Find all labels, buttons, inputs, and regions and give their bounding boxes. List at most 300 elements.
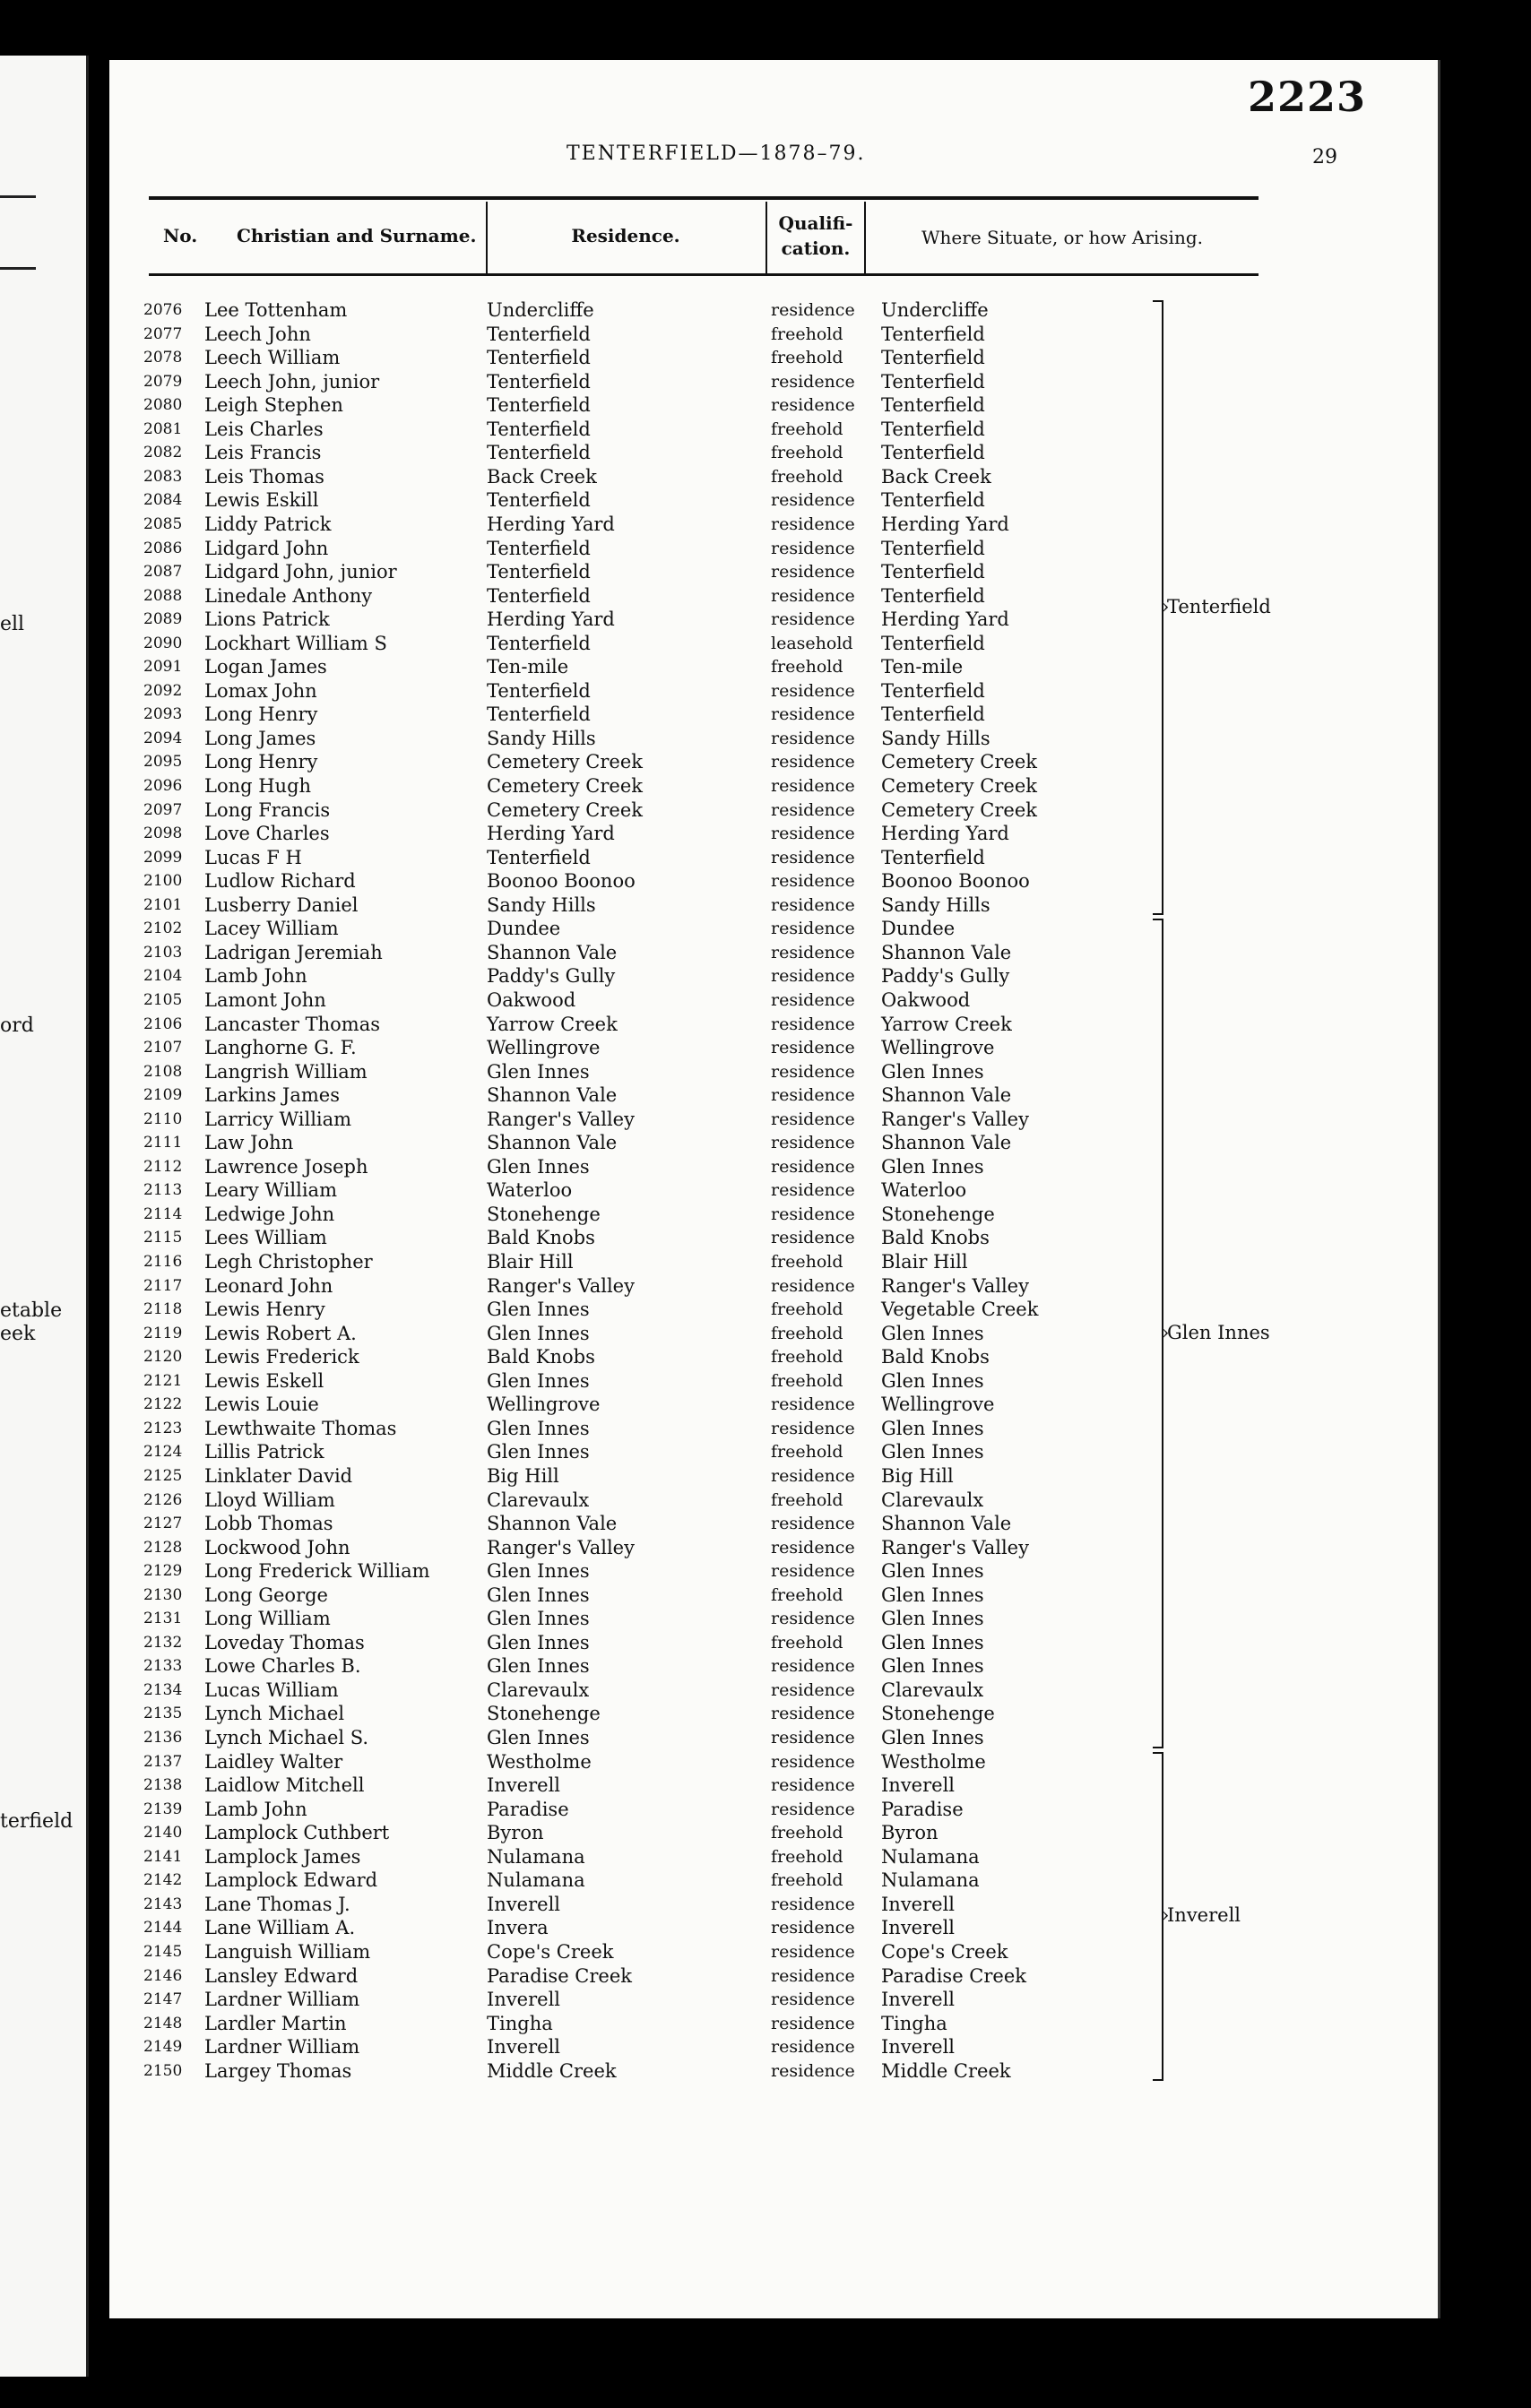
table-row bbox=[109, 655, 1438, 679]
cell-where-situate: Blair Hill bbox=[881, 1251, 968, 1273]
cell-number: 2150 bbox=[143, 2061, 183, 2080]
column-header-qualification bbox=[767, 211, 864, 261]
cell-qualification: residence bbox=[771, 989, 855, 1010]
cell-qualification: residence bbox=[771, 919, 855, 939]
cell-where-situate: Cemetery Creek bbox=[881, 751, 1037, 773]
cell-name: Lawrence Joseph bbox=[204, 1155, 368, 1178]
cell-name: Lamont John bbox=[204, 988, 326, 1011]
cell-residence: Tenterfield bbox=[487, 394, 591, 417]
cell-number: 2099 bbox=[143, 848, 183, 867]
cell-number: 2130 bbox=[143, 1585, 183, 1604]
cell-where-situate: Glen Innes bbox=[881, 1655, 984, 1678]
cell-residence: Nulamana bbox=[487, 1845, 585, 1868]
cell-residence: Glen Innes bbox=[487, 1655, 590, 1678]
cell-name: Lobb Thomas bbox=[204, 1513, 333, 1535]
cell-where-situate: Tingha bbox=[881, 2012, 947, 2034]
table-row bbox=[109, 750, 1438, 774]
brace-bottom-hook bbox=[1153, 2079, 1163, 2081]
cell-where-situate: Glen Innes bbox=[881, 1417, 984, 1439]
cell-number: 2134 bbox=[143, 1680, 183, 1699]
table-row bbox=[109, 1369, 1438, 1394]
cell-where-situate: Glen Innes bbox=[881, 1608, 984, 1630]
cell-name: Lancaster Thomas bbox=[204, 1013, 381, 1035]
cell-number: 2138 bbox=[143, 1776, 183, 1795]
cell-where-situate: Tenterfield bbox=[881, 418, 985, 440]
cell-where-situate: Inverell bbox=[881, 1917, 956, 1939]
table-row bbox=[109, 513, 1438, 537]
cell-qualification: residence bbox=[771, 1514, 855, 1534]
cell-name: Leis Francis bbox=[204, 442, 322, 464]
cell-qualification: freehold bbox=[771, 1347, 843, 1368]
cell-number: 2117 bbox=[143, 1276, 183, 1295]
table-row bbox=[109, 774, 1438, 798]
cell-residence: Tenterfield bbox=[487, 584, 591, 607]
cell-name: Lane William A. bbox=[204, 1917, 356, 1939]
cell-number: 2097 bbox=[143, 800, 183, 819]
cell-number: 2108 bbox=[143, 1062, 183, 1081]
table-row bbox=[109, 1155, 1438, 1179]
cell-name: Lockwood John bbox=[204, 1536, 350, 1558]
cell-where-situate: Wellingrove bbox=[881, 1394, 995, 1416]
table-row bbox=[109, 941, 1438, 965]
cell-where-situate: Boonoo Boonoo bbox=[881, 870, 1030, 893]
cell-residence: Glen Innes bbox=[487, 1155, 590, 1178]
cell-where-situate: Tenterfield bbox=[881, 584, 985, 607]
table-row bbox=[109, 1559, 1438, 1584]
group-label: Inverell bbox=[1167, 1904, 1241, 1927]
cell-residence: Tenterfield bbox=[487, 537, 591, 559]
cell-name: Lidgard John, junior bbox=[204, 561, 397, 583]
table-row bbox=[109, 1345, 1438, 1369]
table-row bbox=[109, 2035, 1438, 2059]
cell-residence: Clarevaulx bbox=[487, 1679, 590, 1701]
table-row bbox=[109, 2012, 1438, 2036]
table-row bbox=[109, 679, 1438, 703]
cell-qualification: residence bbox=[771, 1704, 855, 1724]
cell-residence: Glen Innes bbox=[487, 1584, 590, 1606]
cell-name: Ladrigan Jeremiah bbox=[204, 941, 383, 963]
table-row bbox=[109, 298, 1438, 323]
cell-where-situate: Ranger's Valley bbox=[881, 1536, 1029, 1558]
cell-residence: Back Creek bbox=[487, 465, 597, 488]
cell-qualification: residence bbox=[771, 1085, 855, 1106]
cell-where-situate: Nulamana bbox=[881, 1869, 980, 1892]
cell-name: Lynch Michael bbox=[204, 1703, 345, 1725]
cell-where-situate: Tenterfield bbox=[881, 347, 985, 369]
cell-name: Leonard John bbox=[204, 1274, 333, 1297]
group-label: Glen Innes bbox=[1167, 1321, 1270, 1343]
cell-qualification: residence bbox=[771, 894, 855, 915]
cell-where-situate: Glen Innes bbox=[881, 1560, 984, 1583]
cell-name: Lacey William bbox=[204, 918, 339, 940]
cell-number: 2124 bbox=[143, 1443, 183, 1462]
cell-name: Long George bbox=[204, 1584, 328, 1606]
facing-page-fragment: etable bbox=[0, 1299, 63, 1322]
cell-residence: Cope's Creek bbox=[487, 1940, 614, 1963]
facing-page-fragment: eek bbox=[0, 1323, 36, 1345]
header-top-rule bbox=[149, 196, 1259, 200]
cell-qualification: residence bbox=[771, 1894, 855, 1914]
table-row bbox=[109, 537, 1438, 561]
table-row bbox=[109, 370, 1438, 394]
cell-residence: Yarrow Creek bbox=[487, 1013, 618, 1035]
cell-qualification: residence bbox=[771, 562, 855, 583]
table-row bbox=[109, 1512, 1438, 1536]
cell-number: 2116 bbox=[143, 1253, 183, 1271]
cell-qualification: residence bbox=[771, 1014, 855, 1034]
cell-qualification: freehold bbox=[771, 1370, 843, 1391]
cell-name: Lane Thomas J. bbox=[204, 1893, 350, 1915]
cell-qualification: residence bbox=[771, 1061, 855, 1082]
cell-qualification: freehold bbox=[771, 1252, 843, 1272]
cell-residence: Glen Innes bbox=[487, 1631, 590, 1653]
cell-number: 2148 bbox=[143, 2014, 183, 2033]
cell-qualification: residence bbox=[771, 514, 855, 534]
cell-residence: Glen Innes bbox=[487, 1417, 590, 1439]
cell-qualification: residence bbox=[771, 2013, 855, 2033]
cell-number: 2094 bbox=[143, 729, 183, 747]
cell-qualification: residence bbox=[771, 966, 855, 987]
cell-number: 2147 bbox=[143, 1990, 183, 2009]
cell-qualification: residence bbox=[771, 1465, 855, 1486]
table-row bbox=[109, 869, 1438, 893]
table-row bbox=[109, 1274, 1438, 1299]
cell-residence: Tenterfield bbox=[487, 632, 591, 654]
cell-name: Lewis Louie bbox=[204, 1394, 319, 1416]
cell-qualification: residence bbox=[771, 1109, 855, 1129]
cell-qualification: freehold bbox=[771, 443, 843, 463]
cell-where-situate: Tenterfield bbox=[881, 561, 985, 583]
cell-where-situate: Bald Knobs bbox=[881, 1227, 990, 1249]
cell-number: 2100 bbox=[143, 872, 183, 891]
cell-qualification: freehold bbox=[771, 1823, 843, 1843]
cell-name: Larricy William bbox=[204, 1108, 352, 1130]
cell-where-situate: Glen Innes bbox=[881, 1631, 984, 1653]
group-label: Tenterfield bbox=[1167, 596, 1271, 618]
cell-number: 2143 bbox=[143, 1894, 183, 1913]
cell-number: 2112 bbox=[143, 1157, 183, 1176]
table-row bbox=[109, 703, 1438, 727]
cell-qualification: freehold bbox=[771, 466, 843, 487]
cell-residence: Tenterfield bbox=[487, 703, 591, 726]
cell-residence: Byron bbox=[487, 1822, 544, 1844]
cell-where-situate: Stonehenge bbox=[881, 1703, 995, 1725]
cell-residence: Herding Yard bbox=[487, 608, 615, 631]
cell-residence: Tenterfield bbox=[487, 442, 591, 464]
cell-where-situate: Tenterfield bbox=[881, 679, 985, 702]
cell-qualification: leasehold bbox=[771, 633, 853, 653]
cell-residence: Tenterfield bbox=[487, 561, 591, 583]
cell-residence: Boonoo Boonoo bbox=[487, 870, 636, 893]
facing-page-rule bbox=[0, 195, 36, 198]
cell-where-situate: Paradise bbox=[881, 1798, 964, 1820]
cell-name: Lamb John bbox=[204, 965, 307, 988]
cell-where-situate: Shannon Vale bbox=[881, 1513, 1012, 1535]
cell-number: 2098 bbox=[143, 824, 183, 843]
cell-qualification: residence bbox=[771, 1228, 855, 1248]
column-header-where: Where Situate, or how Arising. bbox=[921, 227, 1203, 248]
cell-where-situate: Westholme bbox=[881, 1750, 986, 1773]
cell-qualification: residence bbox=[771, 1204, 855, 1224]
cell-residence: Tenterfield bbox=[487, 679, 591, 702]
cell-name: Long Hugh bbox=[204, 775, 312, 797]
cell-where-situate: Tenterfield bbox=[881, 370, 985, 393]
cell-name: Law John bbox=[204, 1132, 294, 1154]
brace-point-icon: › bbox=[1162, 1321, 1170, 1343]
cell-where-situate: Cemetery Creek bbox=[881, 775, 1037, 797]
cell-where-situate: Glen Innes bbox=[881, 1727, 984, 1748]
cell-where-situate: Glen Innes bbox=[881, 1369, 984, 1392]
table-row bbox=[109, 1726, 1438, 1750]
cell-where-situate: Nulamana bbox=[881, 1845, 980, 1868]
cell-name: Lamb John bbox=[204, 1798, 307, 1820]
cell-number: 2090 bbox=[143, 634, 183, 652]
cell-qualification: residence bbox=[771, 585, 855, 606]
cell-number: 2129 bbox=[143, 1562, 183, 1581]
page-number: 2223 bbox=[1247, 73, 1366, 121]
cell-where-situate: Cemetery Creek bbox=[881, 798, 1037, 821]
cell-residence: Westholme bbox=[487, 1750, 592, 1773]
cell-residence: Glen Innes bbox=[487, 1369, 590, 1392]
cell-residence: Shannon Vale bbox=[487, 1513, 618, 1535]
cell-residence: Invera bbox=[487, 1917, 549, 1939]
table-row bbox=[109, 1940, 1438, 1964]
cell-residence: Tenterfield bbox=[487, 489, 591, 512]
cell-qualification: residence bbox=[771, 1656, 855, 1677]
cell-residence: Shannon Vale bbox=[487, 941, 618, 963]
table-row bbox=[109, 1845, 1438, 1869]
cell-where-situate: Shannon Vale bbox=[881, 1084, 1012, 1107]
cell-residence: Sandy Hills bbox=[487, 727, 596, 749]
cell-name: Leary William bbox=[204, 1179, 337, 1202]
table-row bbox=[109, 1798, 1438, 1822]
cell-qualification: residence bbox=[771, 1799, 855, 1819]
table-row bbox=[109, 1464, 1438, 1489]
cell-name: Lillis Patrick bbox=[204, 1441, 324, 1463]
cell-qualification: residence bbox=[771, 1561, 855, 1582]
folio-number: 29 bbox=[1312, 146, 1337, 168]
cell-number: 2141 bbox=[143, 1847, 183, 1866]
cell-qualification: residence bbox=[771, 2060, 855, 2081]
brace-bottom-hook bbox=[1153, 1747, 1163, 1748]
cell-name: Lardner William bbox=[204, 2036, 360, 2058]
cell-name: Leis Charles bbox=[204, 418, 324, 440]
cell-where-situate: Ranger's Valley bbox=[881, 1108, 1029, 1130]
cell-where-situate: Glen Innes bbox=[881, 1322, 984, 1344]
cell-number: 2120 bbox=[143, 1348, 183, 1367]
cell-qualification: freehold bbox=[771, 1489, 843, 1510]
cell-where-situate: Paddy's Gully bbox=[881, 965, 1010, 988]
cell-number: 2087 bbox=[143, 563, 183, 582]
cell-where-situate: Glen Innes bbox=[881, 1441, 984, 1463]
cell-number: 2123 bbox=[143, 1419, 183, 1437]
cell-name: Lewis Robert A. bbox=[204, 1322, 357, 1344]
cell-name: Lansley Edward bbox=[204, 1964, 359, 1987]
cell-where-situate: Paradise Creek bbox=[881, 1964, 1026, 1987]
cell-qualification: freehold bbox=[771, 1870, 843, 1891]
cell-qualification: residence bbox=[771, 942, 855, 962]
cell-number: 2076 bbox=[143, 301, 183, 319]
cell-qualification: residence bbox=[771, 752, 855, 772]
cell-residence: Glen Innes bbox=[487, 1441, 590, 1463]
cell-qualification: freehold bbox=[771, 1584, 843, 1605]
table-row bbox=[109, 1869, 1438, 1893]
cell-number: 2119 bbox=[143, 1324, 183, 1342]
cell-name: Linklater David bbox=[204, 1464, 353, 1487]
cell-residence: Tenterfield bbox=[487, 418, 591, 440]
cell-where-situate: Shannon Vale bbox=[881, 1132, 1012, 1154]
cell-qualification: residence bbox=[771, 680, 855, 701]
cell-number: 2137 bbox=[143, 1752, 183, 1771]
register-page bbox=[109, 60, 1440, 2318]
cell-qualification: residence bbox=[771, 1418, 855, 1438]
cell-residence: Paradise bbox=[487, 1798, 569, 1820]
cell-name: Leech John, junior bbox=[204, 370, 380, 393]
cell-name: Long Henry bbox=[204, 703, 318, 726]
column-header-name: Christian and Surname. bbox=[237, 225, 477, 246]
cell-residence: Undercliffe bbox=[487, 299, 594, 321]
cell-where-situate: Tenterfield bbox=[881, 489, 985, 512]
table-row bbox=[109, 1964, 1438, 1989]
cell-qualification: residence bbox=[771, 1918, 855, 1938]
cell-residence: Herding Yard bbox=[487, 513, 615, 535]
cell-qualification: residence bbox=[771, 371, 855, 392]
column-header-qualification-line1: Qualifi- bbox=[778, 212, 853, 234]
cell-qualification: residence bbox=[771, 1133, 855, 1153]
cell-residence: Paddy's Gully bbox=[487, 965, 616, 988]
cell-name: Lidgard John bbox=[204, 537, 329, 559]
cell-qualification: freehold bbox=[771, 419, 843, 439]
cell-name: Legh Christopher bbox=[204, 1251, 373, 1273]
table-row bbox=[109, 1536, 1438, 1560]
cell-qualification: freehold bbox=[771, 348, 843, 368]
cell-name: Lockhart William S bbox=[204, 632, 387, 654]
cell-number: 2077 bbox=[143, 324, 183, 343]
cell-number: 2135 bbox=[143, 1705, 183, 1723]
cell-where-situate: Tenterfield bbox=[881, 846, 985, 868]
cell-where-situate: Tenterfield bbox=[881, 323, 985, 345]
cell-where-situate: Tenterfield bbox=[881, 537, 985, 559]
cell-name: Liddy Patrick bbox=[204, 513, 332, 535]
cell-where-situate: Vegetable Creek bbox=[881, 1299, 1039, 1321]
cell-number: 2113 bbox=[143, 1181, 183, 1200]
cell-name: Leech John bbox=[204, 323, 311, 345]
cell-name: Long Frederick William bbox=[204, 1560, 430, 1583]
cell-name: Lowe Charles B. bbox=[204, 1655, 361, 1678]
cell-name: Long William bbox=[204, 1608, 331, 1630]
cell-qualification: residence bbox=[771, 1537, 855, 1558]
table-row bbox=[109, 1226, 1438, 1250]
cell-number: 2109 bbox=[143, 1086, 183, 1105]
cell-residence: Tenterfield bbox=[487, 846, 591, 868]
facing-page-edge bbox=[0, 56, 89, 2377]
cell-where-situate: Sandy Hills bbox=[881, 893, 990, 916]
cell-number: 2110 bbox=[143, 1109, 183, 1128]
cell-where-situate: Herding Yard bbox=[881, 513, 1009, 535]
cell-qualification: freehold bbox=[771, 1442, 843, 1463]
cell-qualification: residence bbox=[771, 609, 855, 630]
cell-number: 2102 bbox=[143, 919, 183, 938]
cell-where-situate: Waterloo bbox=[881, 1179, 967, 1202]
cell-qualification: residence bbox=[771, 300, 855, 320]
cell-name: Loveday Thomas bbox=[204, 1631, 365, 1653]
table-row bbox=[109, 632, 1438, 656]
table-row bbox=[109, 488, 1438, 513]
cell-qualification: residence bbox=[771, 799, 855, 820]
cell-qualification: residence bbox=[771, 1038, 855, 1058]
cell-residence: Blair Hill bbox=[487, 1251, 574, 1273]
cell-name: Laidley Walter bbox=[204, 1750, 343, 1773]
cell-name: Leis Thomas bbox=[204, 465, 324, 488]
facing-page-rule bbox=[0, 267, 36, 270]
table-row bbox=[109, 1750, 1438, 1774]
cell-number: 2093 bbox=[143, 705, 183, 724]
cell-number: 2136 bbox=[143, 1729, 183, 1747]
cell-residence: Cemetery Creek bbox=[487, 751, 643, 773]
cell-residence: Tenterfield bbox=[487, 370, 591, 393]
cell-where-situate: Big Hill bbox=[881, 1464, 954, 1487]
cell-where-situate: Back Creek bbox=[881, 465, 991, 488]
cell-name: Lardler Martin bbox=[204, 2012, 347, 2034]
table-row bbox=[109, 1988, 1438, 2012]
column-header-residence: Residence. bbox=[571, 225, 680, 246]
table-row bbox=[109, 1393, 1438, 1417]
table-row bbox=[109, 1083, 1438, 1108]
cell-residence: Waterloo bbox=[487, 1179, 573, 1202]
table-row bbox=[109, 1013, 1438, 1037]
cell-number: 2140 bbox=[143, 1824, 183, 1843]
column-header-no: No. bbox=[163, 225, 198, 246]
cell-qualification: freehold bbox=[771, 657, 843, 678]
cell-where-situate: Clarevaulx bbox=[881, 1489, 984, 1511]
cell-number: 2101 bbox=[143, 895, 183, 914]
cell-name: Laidlow Mitchell bbox=[204, 1774, 365, 1797]
table-row bbox=[109, 727, 1438, 751]
table-row bbox=[109, 1417, 1438, 1441]
cell-residence: Cemetery Creek bbox=[487, 798, 643, 821]
cell-name: Lucas F H bbox=[204, 846, 302, 868]
table-row bbox=[109, 893, 1438, 918]
cell-residence: Glen Innes bbox=[487, 1322, 590, 1344]
cell-number: 2095 bbox=[143, 753, 183, 772]
cell-residence: Clarevaulx bbox=[487, 1489, 590, 1511]
cell-name: Lewthwaite Thomas bbox=[204, 1417, 397, 1439]
cell-number: 2125 bbox=[143, 1466, 183, 1485]
cell-residence: Stonehenge bbox=[487, 1703, 601, 1725]
cell-residence: Paradise Creek bbox=[487, 1964, 632, 1987]
cell-qualification: residence bbox=[771, 1728, 855, 1748]
cell-residence: Glen Innes bbox=[487, 1608, 590, 1630]
table-row bbox=[109, 1108, 1438, 1132]
cell-where-situate: Shannon Vale bbox=[881, 941, 1012, 963]
cell-where-situate: Inverell bbox=[881, 1989, 956, 2011]
table-row bbox=[109, 465, 1438, 489]
table-row bbox=[109, 1298, 1438, 1322]
cell-qualification: residence bbox=[771, 871, 855, 892]
table-row bbox=[109, 1203, 1438, 1227]
cell-number: 2122 bbox=[143, 1395, 183, 1414]
cell-name: Love Charles bbox=[204, 823, 330, 845]
cell-number: 2115 bbox=[143, 1229, 183, 1247]
cell-residence: Wellingrove bbox=[487, 1394, 601, 1416]
cell-name: Long Francis bbox=[204, 798, 331, 821]
table-row bbox=[109, 964, 1438, 988]
table-row bbox=[109, 846, 1438, 870]
cell-residence: Big Hill bbox=[487, 1464, 559, 1487]
cell-name: Ledwige John bbox=[204, 1203, 335, 1225]
table-row bbox=[109, 1774, 1438, 1798]
cell-number: 2103 bbox=[143, 943, 183, 962]
